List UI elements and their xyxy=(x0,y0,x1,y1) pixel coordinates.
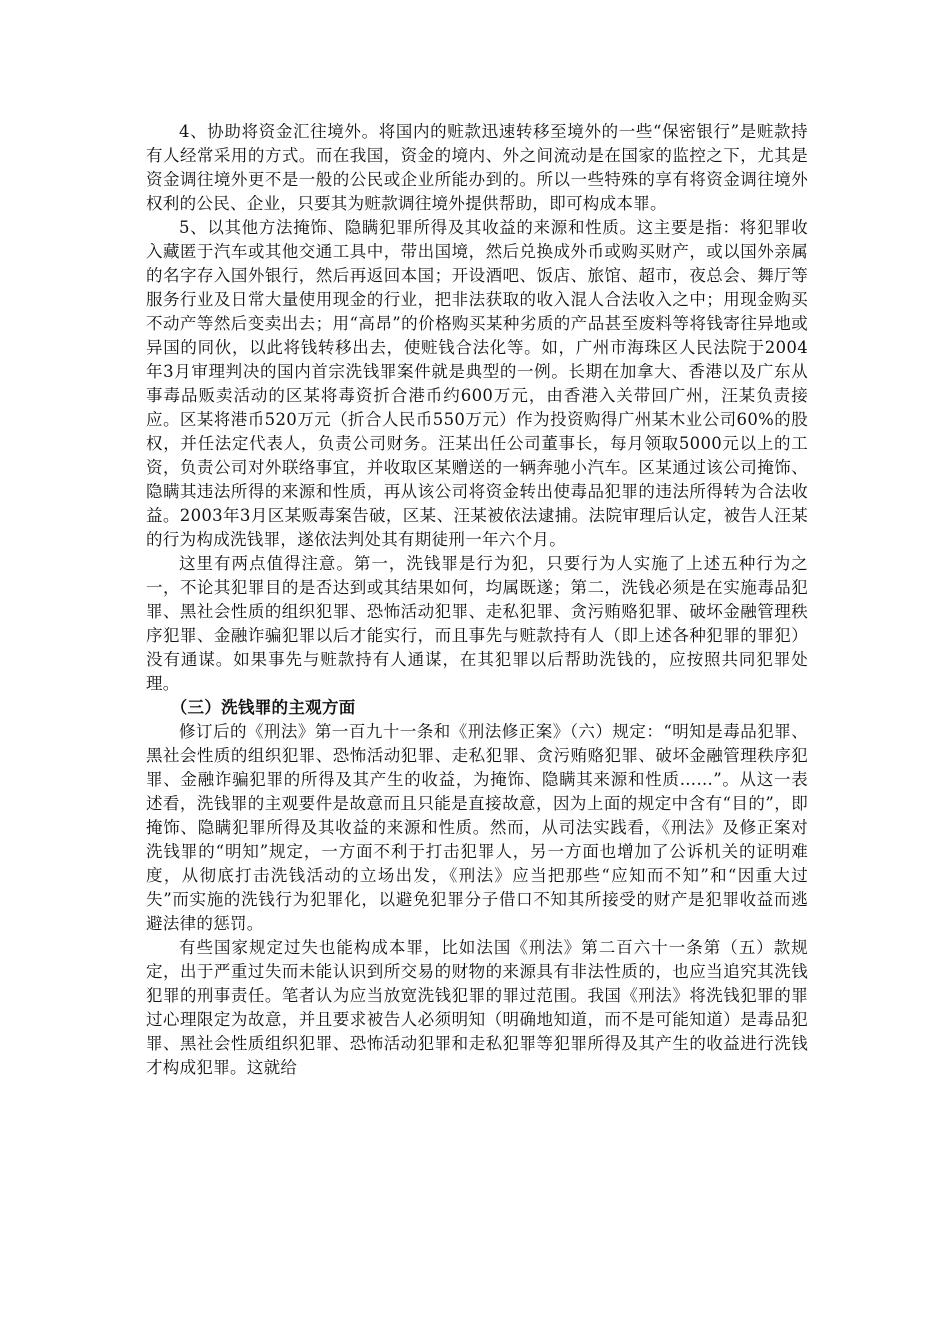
paragraph-two-points: 这里有两点值得注意。第一，洗钱罪是行为犯，只要行为人实施了上述五种行为之一，不论其犯罪目的是否达到或其结果如何，均属既遂；第二，洗钱必须是在实施毒品犯罪、黑社会性质的组织犯罪、恐怖活动犯罪、走私犯罪、贪污贿赂犯罪、破坏金融管理秩序犯罪、金融诈骗犯罪以后才能实行，而且事先与赃款持有人（即上述各种犯罪的罪犯）没有通谋。如果事先与赃款持有人通谋，在其犯罪以后帮助洗钱的，应按照共同犯罪处理。 xyxy=(146,554,808,693)
paragraph-criminal-law-provision: 修订后的《刑法》第一百九十一条和《刑法修正案》（六）规定：“明知是毒品犯罪、黑社会性质的组织犯罪、恐怖活动犯罪、走私犯罪、贪污贿赂犯罪、破坏金融管理秩序犯罪、金融诈骗犯罪的所得及其产生的收益，为掩饰、隐瞒其来源和性质……”。从这一表述看，洗钱罪的主观要件是故意而且只能是直接故意，因为上面的规定中含有“目的”，即掩饰、隐瞒犯罪所得及其收益的来源和性质。然而，从司法实践看，《刑法》及修正案对洗钱罪的“明知”规定，一方面不利于打击犯罪人，另一方面也增加了公诉机关的证明难度，从彻底打击洗钱活动的立场出发，《刑法》应当把那些“应知而不知”和“因重大过失”而实施的洗钱行为犯罪化，以避免犯罪分子借口不知其所接受的财产是犯罪收益而逃避法律的惩罚。 xyxy=(146,722,808,933)
document-page xyxy=(146,120,808,1080)
paragraph-assist-transfer-abroad: 4、协助将资金汇往境外。将国内的赃款迅速转移至境外的一些“保密银行”是赃款持有人经常采用的方式。而在我国，资金的境内、外之间流动是在国家的监控之下，尤其是资金调往境外更不是一般的公民或企业所能办到的。所以一些特殊的享有将资金调往境外权利的公民、企业，只要其为赃款调往境外提供帮助，即可构成本罪。 xyxy=(146,122,808,213)
paragraph-other-methods: 5、以其他方法掩饰、隐瞒犯罪所得及其收益的来源和性质。这主要是指：将犯罪收入藏匿于汽车或其他交通工具中，带出国境，然后兑换成外币或购买财产，或以国外亲属的名字存入国外银行，然后再返回本国；开设酒吧、饭店、旅馆、超市，夜总会、舞厅等服务行业及日常大量使用现金的行业，把非法获取的收入混人合法收入之中；用现金购买不动产等然后变卖出去；用“高昂”的价格购买某种劣质的产品甚至废料等将钱寄往异地或异国的同伙，以此将钱转移出去，使赃钱合法化等。如，广州市海珠区人民法院于2004年3月审理判决的国内首宗洗钱罪案件就是典型的一例。长期在加拿大、香港以及广东从事毒品贩卖活动的区某将毒资折合港币约600万元，由香港入关带回广州，汪某负责接应。区某将港币520万元（折合人民币550万元）作为投资购得广州某木业公司60%的股权，并任法定代表人，负责公司财务。汪某出任公司董事长，每月领取5000元以上的工资，负责公司对外联络事宜，并收取区某赠送的一辆奔驰小汽车。区某通过该公司掩饰、隐瞒其违法所得的来源和性质，再从该公司将资金转出使毒品犯罪的违法所得转为合法收益。2003年3月区某贩毒案告破，区某、汪某被依法逮捕。法院审理后认定，被告人汪某的行为构成洗钱罪，遂依法判处其有期徒刑一年六个月。 xyxy=(146,218,808,549)
paragraph-negligence: 有些国家规定过失也能构成本罪，比如法国《刑法》第二百六十一条第（五）款规定，出于严重过失而未能认识到所交易的财物的来源具有非法性质的，也应当追究其洗钱犯罪的刑事责任。笔者认为应当放宽洗钱犯罪的罪过范围。我国《刑法》将洗钱犯罪的罪过心理限定为故意，并且要求被告人必须明知（明确地知道，而不是可能知道）是毒品犯罪、黑社会性质组织犯罪、恐怖活动犯罪和走私犯罪等犯罪所得及其产生的收益进行洗钱才构成犯罪。这就给 xyxy=(146,938,808,1077)
section-heading: （三）洗钱罪的主观方面 xyxy=(170,698,356,717)
